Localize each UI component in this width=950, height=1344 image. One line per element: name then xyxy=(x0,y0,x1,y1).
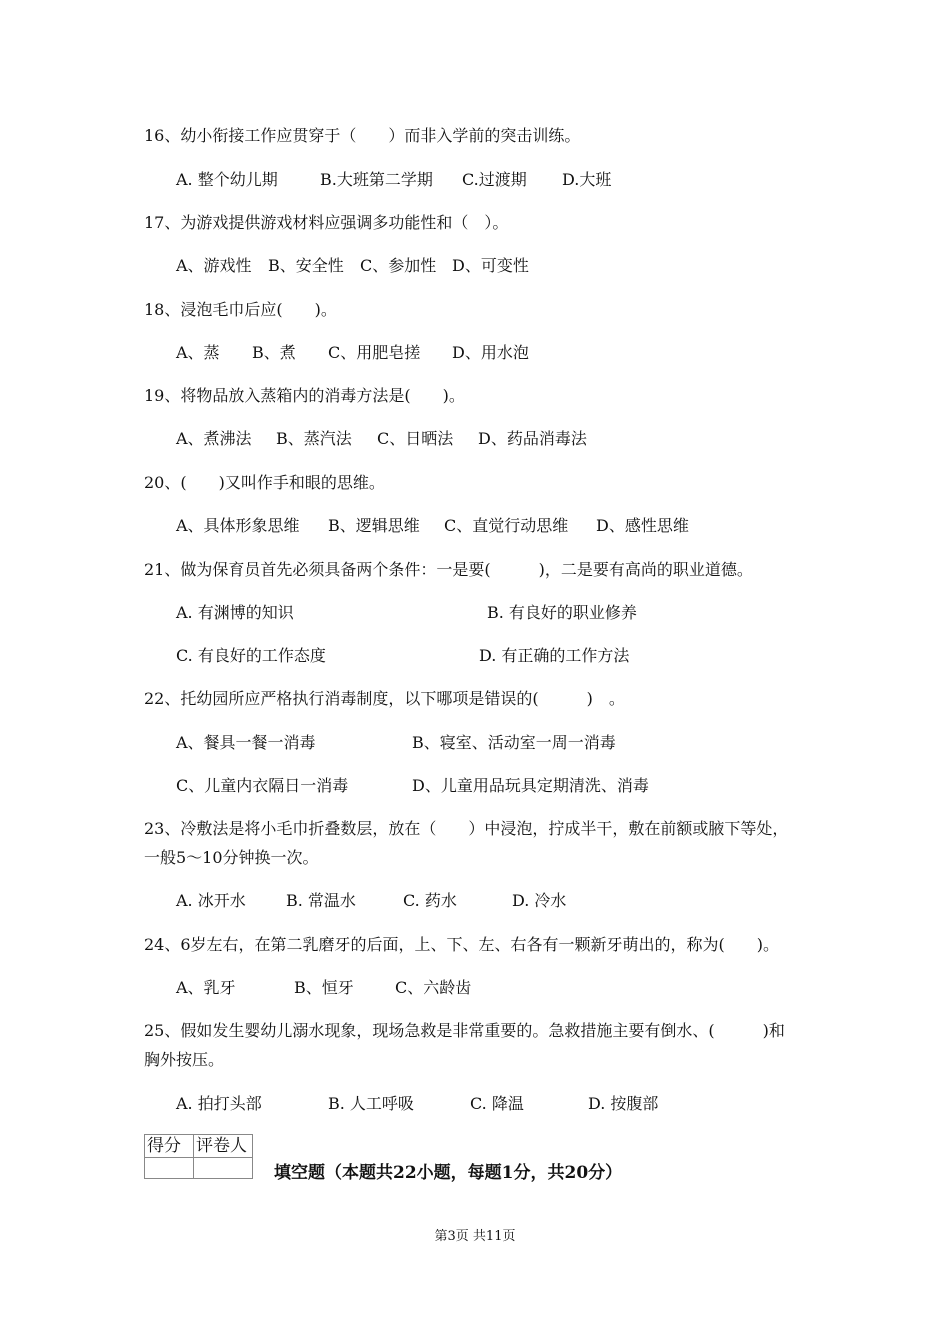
q19-option-a: A、煮沸法 xyxy=(176,429,252,448)
q20-option-c: C、直觉行动思维 xyxy=(444,516,569,535)
question-25-stem: 25、假如发生婴幼儿溺水现象，现场急救是非常重要的。急救措施主要有倒水、( )和 xyxy=(144,1021,785,1040)
q17-option-a: A、游戏性 xyxy=(176,256,252,275)
question-16-stem: 16、幼小衔接工作应贯穿于（ ）而非入学前的突击训练。 xyxy=(144,126,581,145)
score-table xyxy=(144,1134,253,1179)
q18-option-a: A、蒸 xyxy=(176,343,220,362)
question-25-stem-continued: 胸外按压。 xyxy=(144,1050,225,1069)
question-22-stem: 22、托幼园所应严格执行消毒制度，以下哪项是错误的( ) 。 xyxy=(144,689,625,708)
question-17-stem: 17、为游戏提供游戏材料应强调多功能性和（ ）。 xyxy=(144,213,509,232)
q25-option-c: C. 降温 xyxy=(470,1094,524,1113)
q25-option-b: B. 人工呼吸 xyxy=(328,1094,414,1113)
q23-option-b: B. 常温水 xyxy=(286,891,356,910)
q20-option-d: D、感性思维 xyxy=(596,516,689,535)
q20-option-b: B、逻辑思维 xyxy=(328,516,420,535)
question-19-stem: 19、将物品放入蒸箱内的消毒方法是( )。 xyxy=(144,386,465,405)
q23-option-a: A. 冰开水 xyxy=(176,891,246,910)
section-title: 填空题（本题共22小题，每题1分，共20分） xyxy=(274,1163,623,1183)
q17-option-b: B、安全性 xyxy=(268,256,344,275)
q24-option-a: A、乳牙 xyxy=(176,978,236,997)
q19-option-c: C、日晒法 xyxy=(377,429,454,448)
question-23-stem: 23、冷敷法是将小毛巾折叠数层，放在（ ）中浸泡，拧成半干，敷在前额或腋下等处， xyxy=(144,819,789,838)
question-24-stem: 24、6岁左右，在第二乳磨牙的后面，上、下、左、右各有一颗新牙萌出的，称为( )。 xyxy=(144,935,780,954)
q25-option-d: D. 按腹部 xyxy=(588,1094,659,1113)
q23-option-d: D. 冷水 xyxy=(512,891,567,910)
q20-option-a: A、具体形象思维 xyxy=(176,516,300,535)
q16-option-d: D.大班 xyxy=(562,170,612,189)
q19-option-b: B、蒸汽法 xyxy=(276,429,352,448)
q21-option-d: D. 有正确的工作方法 xyxy=(479,646,630,665)
q22-option-b: B、寝室、活动室一周一消毒 xyxy=(412,733,616,752)
q22-option-a: A、餐具一餐一消毒 xyxy=(176,733,316,752)
q23-option-c: C. 药水 xyxy=(403,891,457,910)
q21-option-a: A. 有渊博的知识 xyxy=(176,603,294,622)
q22-option-d: D、儿童用品玩具定期清洗、消毒 xyxy=(412,776,649,795)
q25-option-a: A. 拍打头部 xyxy=(176,1094,262,1113)
q17-option-c: C、参加性 xyxy=(360,256,437,275)
q24-option-b: B、恒牙 xyxy=(294,978,354,997)
q22-option-c: C、儿童内衣隔日一消毒 xyxy=(176,776,349,795)
q16-option-b: B.大班第二学期 xyxy=(320,170,433,189)
score-cell xyxy=(145,1158,194,1179)
question-18-stem: 18、浸泡毛巾后应( )。 xyxy=(144,300,337,319)
page-footer: 第3页 共11页 xyxy=(434,1229,516,1244)
q21-option-c: C. 有良好的工作态度 xyxy=(176,646,326,665)
q24-option-c: C、六龄齿 xyxy=(395,978,472,997)
q18-option-d: D、用水泡 xyxy=(452,343,529,362)
question-20-stem: 20、( )又叫作手和眼的思维。 xyxy=(144,473,385,492)
q18-option-c: C、用肥皂搓 xyxy=(328,343,421,362)
q17-option-d: D、可变性 xyxy=(452,256,529,275)
q19-option-d: D、药品消毒法 xyxy=(478,429,587,448)
q21-option-b: B. 有良好的职业修养 xyxy=(487,603,637,622)
score-header: 得分 xyxy=(145,1135,194,1158)
grader-header: 评卷人 xyxy=(194,1135,253,1158)
grader-cell xyxy=(194,1158,253,1179)
q16-option-a: A. 整个幼儿期 xyxy=(176,170,278,189)
question-21-stem: 21、做为保育员首先必须具备两个条件：一是要( )，二是要有高尚的职业道德。 xyxy=(144,560,753,579)
question-23-stem-continued: 一般5～10分钟换一次。 xyxy=(144,848,319,867)
q18-option-b: B、煮 xyxy=(252,343,296,362)
q16-option-c: C.过渡期 xyxy=(462,170,527,189)
